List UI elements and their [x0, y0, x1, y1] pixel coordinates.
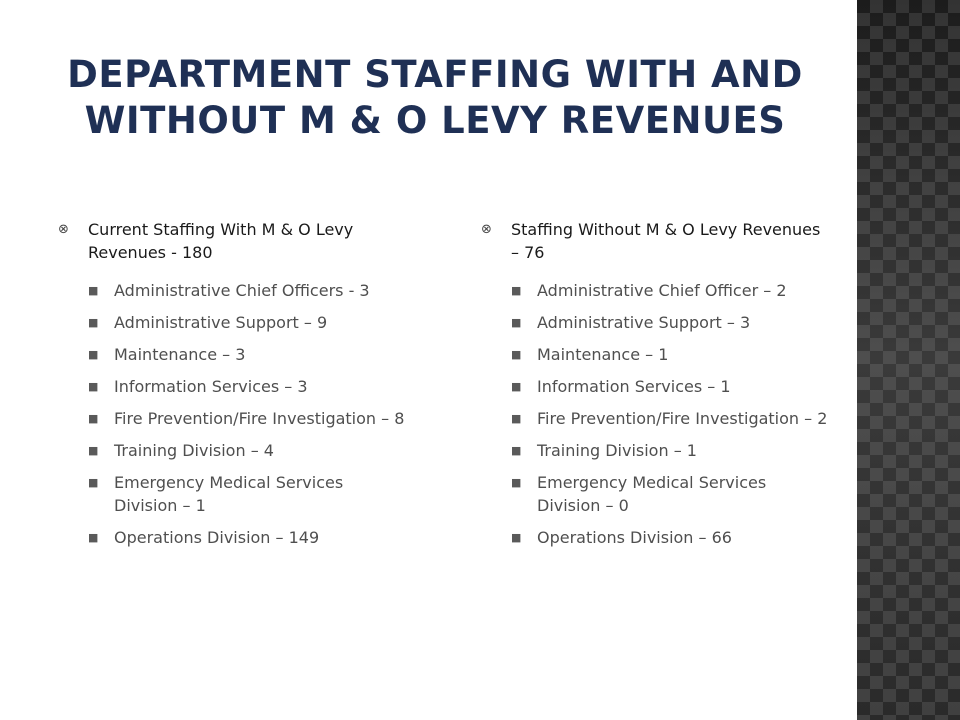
- slide-title: DEPARTMENT STAFFING WITH AND WITHOUT M & O LEVY REVENUES: [67, 53, 803, 142]
- square-bullet-icon: ■: [88, 316, 99, 329]
- list-item: [88, 526, 408, 549]
- list-item: [511, 471, 831, 517]
- list-item: [511, 407, 831, 430]
- list-item-text: Operations Division – 149: [114, 528, 320, 547]
- square-bullet-icon: ■: [511, 476, 522, 489]
- left-column-list: [58, 279, 408, 549]
- circled-cross-bullet-icon: ⊗: [58, 222, 69, 237]
- list-item-text: Training Division – 1: [537, 441, 697, 460]
- list-item: [88, 407, 408, 430]
- list-item-text: Operations Division – 66: [537, 528, 732, 547]
- list-item: [511, 526, 831, 549]
- list-item-text: Information Services – 3: [114, 377, 308, 396]
- list-item-text: Maintenance – 1: [537, 345, 669, 364]
- left-column: [58, 218, 408, 558]
- square-bullet-icon: ■: [88, 444, 99, 457]
- list-item-text: Training Division – 4: [114, 441, 274, 460]
- square-bullet-icon: ■: [511, 316, 522, 329]
- square-bullet-icon: ■: [511, 444, 522, 457]
- list-item: [88, 471, 408, 517]
- list-item: [88, 439, 408, 462]
- square-bullet-icon: ■: [511, 531, 522, 544]
- list-item-text: Emergency Medical Services Division – 1: [114, 473, 344, 515]
- square-bullet-icon: ■: [88, 476, 99, 489]
- list-item-text: Fire Prevention/Fire Investigation – 2: [537, 409, 828, 428]
- square-bullet-icon: ■: [511, 380, 522, 393]
- list-item: [88, 375, 408, 398]
- square-bullet-icon: ■: [88, 380, 99, 393]
- list-item-text: Administrative Support – 3: [537, 313, 751, 332]
- list-item: [511, 311, 831, 334]
- square-bullet-icon: ■: [511, 284, 522, 297]
- square-bullet-icon: ■: [88, 348, 99, 361]
- square-bullet-icon: ■: [511, 412, 522, 425]
- list-item: [511, 375, 831, 398]
- list-item: [511, 439, 831, 462]
- right-column-list: [481, 279, 831, 549]
- list-item-text: Administrative Chief Officer – 2: [537, 281, 787, 300]
- list-item: [511, 343, 831, 366]
- left-column-heading: Current Staffing With M & O Levy Revenues - 180: [88, 220, 354, 262]
- circled-cross-bullet-icon: ⊗: [481, 222, 492, 237]
- square-bullet-icon: ■: [88, 412, 99, 425]
- list-item-text: Administrative Support – 9: [114, 313, 328, 332]
- square-bullet-icon: ■: [511, 348, 522, 361]
- list-item: [88, 343, 408, 366]
- square-bullet-icon: ■: [88, 531, 99, 544]
- list-item: [88, 279, 408, 302]
- list-item: [511, 279, 831, 302]
- decorative-sidebar: [857, 0, 960, 720]
- list-item-text: Emergency Medical Services Division – 0: [537, 473, 767, 515]
- right-column-heading-row: [481, 218, 831, 264]
- list-item-text: Information Services – 1: [537, 377, 731, 396]
- list-item-text: Maintenance – 3: [114, 345, 246, 364]
- list-item: [88, 311, 408, 334]
- list-item-text: Administrative Chief Officers - 3: [114, 281, 370, 300]
- list-item-text: Fire Prevention/Fire Investigation – 8: [114, 409, 405, 428]
- right-column-heading: Staffing Without M & O Levy Revenues – 76: [511, 220, 821, 262]
- right-column: [481, 218, 831, 558]
- left-column-heading-row: [58, 218, 408, 264]
- square-bullet-icon: ■: [88, 284, 99, 297]
